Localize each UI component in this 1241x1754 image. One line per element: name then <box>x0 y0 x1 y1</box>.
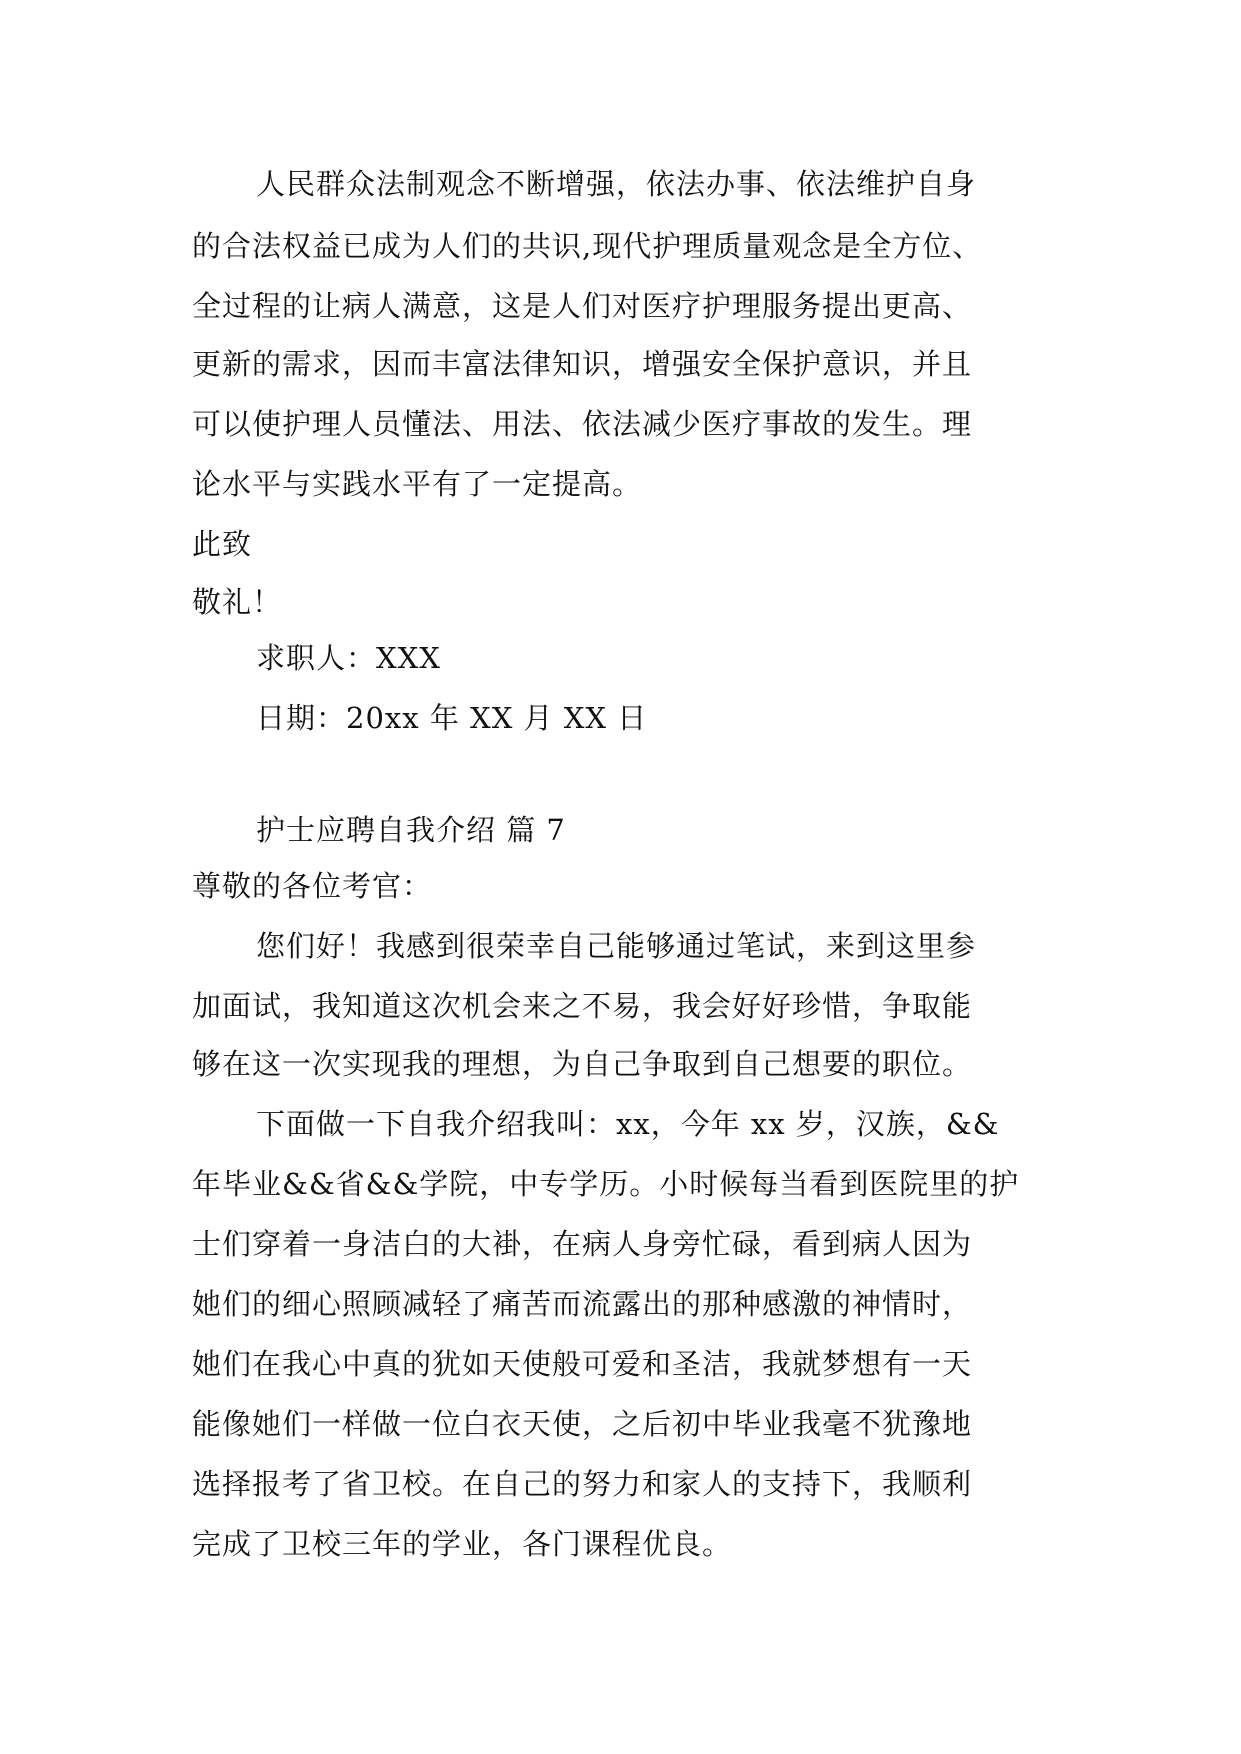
paragraph-line: 您们好！我感到很荣幸自己能够通过笔试，来到这里参 <box>256 929 977 963</box>
paragraph-line: 全过程的让病人满意，这是人们对医疗护理服务提出更高、 <box>192 289 973 323</box>
paragraph-line: 她们的细心照顾减轻了痛苦而流露出的那种感激的神情时， <box>192 1287 973 1321</box>
paragraph-line: 的合法权益已成为人们的共识,现代护理质量观念是全方位、 <box>192 229 983 263</box>
paragraph-line: 加面试，我知道这次机会来之不易，我会好好珍惜，争取能 <box>192 989 973 1023</box>
paragraph-line: 年毕业&&省&&学院，中专学历。小时候每当看到医院里的护 <box>192 1167 1020 1201</box>
paragraph-line: 她们在我心中真的犹如天使般可爱和圣洁，我就梦想有一天 <box>192 1347 973 1381</box>
paragraph-line: 人民群众法制观念不断增强，依法办事、依法维护自身 <box>256 167 977 201</box>
paragraph-line: 够在这一次实现我的理想，为自己争取到自己想要的职位。 <box>192 1047 973 1081</box>
closing-line: 此致 <box>192 527 253 561</box>
paragraph-line: 更新的需求，因而丰富法律知识，增强安全保护意识，并且 <box>192 347 973 381</box>
date-line: 日期：20xx 年 XX 月 XX 日 <box>256 701 648 735</box>
closing-line: 敬礼！ <box>192 585 283 619</box>
section-heading: 护士应聘自我介绍 篇 7 <box>256 813 566 847</box>
paragraph-line: 完成了卫校三年的学业，各门课程优良。 <box>192 1527 733 1561</box>
applicant-line: 求职人：XXX <box>256 641 441 675</box>
paragraph-line: 论水平与实践水平有了一定提高。 <box>192 467 643 501</box>
paragraph-line: 选择报考了省卫校。在自己的努力和家人的支持下，我顺利 <box>192 1467 973 1501</box>
paragraph-line: 能像她们一样做一位白衣天使，之后初中毕业我毫不犹豫地 <box>192 1407 973 1441</box>
paragraph-line: 士们穿着一身洁白的大褂，在病人身旁忙碌，看到病人因为 <box>192 1227 973 1261</box>
salutation: 尊敬的各位考官： <box>192 869 433 903</box>
paragraph-line: 下面做一下自我介绍我叫：xx，今年 xx 岁，汉族，&& <box>256 1107 1000 1141</box>
paragraph-line: 可以使护理人员懂法、用法、依法减少医疗事故的发生。理 <box>192 407 973 441</box>
